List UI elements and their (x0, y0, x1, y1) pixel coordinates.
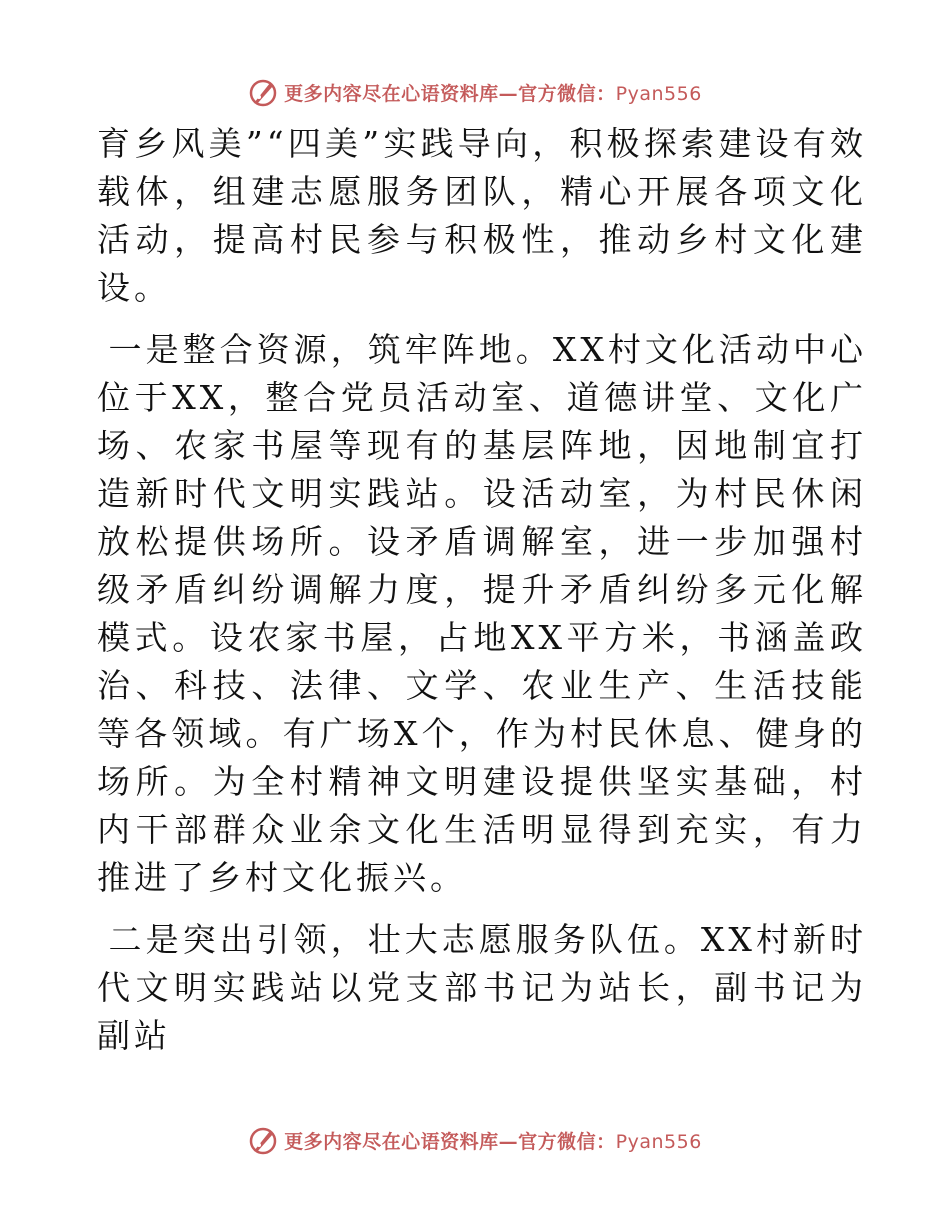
quill-logo-icon (248, 77, 278, 107)
quill-logo-icon (248, 1125, 278, 1155)
watermark-id: Pyan556 (615, 82, 702, 105)
watermark-text: 更多内容尽在心语资料库—官方微信：Pyan556 (284, 82, 702, 105)
header-watermark (0, 72, 950, 112)
paragraph-continued: 育乡风美”“四美”实践导向，积极探索建设有效载体，组建志愿服务团队，精心开展各项文化活动，提高村民参与积极性，推动乡村文化建设。 (97, 124, 867, 307)
document-body (97, 120, 867, 1060)
paragraph-volunteers: 二是突出引领，壮大志愿服务队伍。XX村新时代文明实践站以党支部书记为站长，副书记为副站 (97, 920, 867, 1055)
watermark-text: 更多内容尽在心语资料库—官方微信：Pyan556 (284, 1130, 702, 1153)
paragraph-resources: 一是整合资源，筑牢阵地。XX村文化活动中心位于XX，整合党员活动室、道德讲堂、文化广场、农家书屋等现有的基层阵地，因地制宜打造新时代文明实践站。设活动室，为村民休闲放松提供场所。设矛盾调解室，进一步加强村级矛盾纠纷调解力度，提升矛盾纠纷多元化解模式。设农家书屋，占地XX平方米，书涵盖政治、科技、法律、文学、农业生产、生活技能等各领域。有广场X个，作为村民休息、健身的场所。为全村精神文明建设提供坚实基础，村内干部群众业余文化生活明显得到充实，有力推进了乡村文化振兴。 (97, 330, 867, 897)
footer-watermark (0, 1120, 950, 1160)
watermark-id: Pyan556 (615, 1130, 702, 1153)
